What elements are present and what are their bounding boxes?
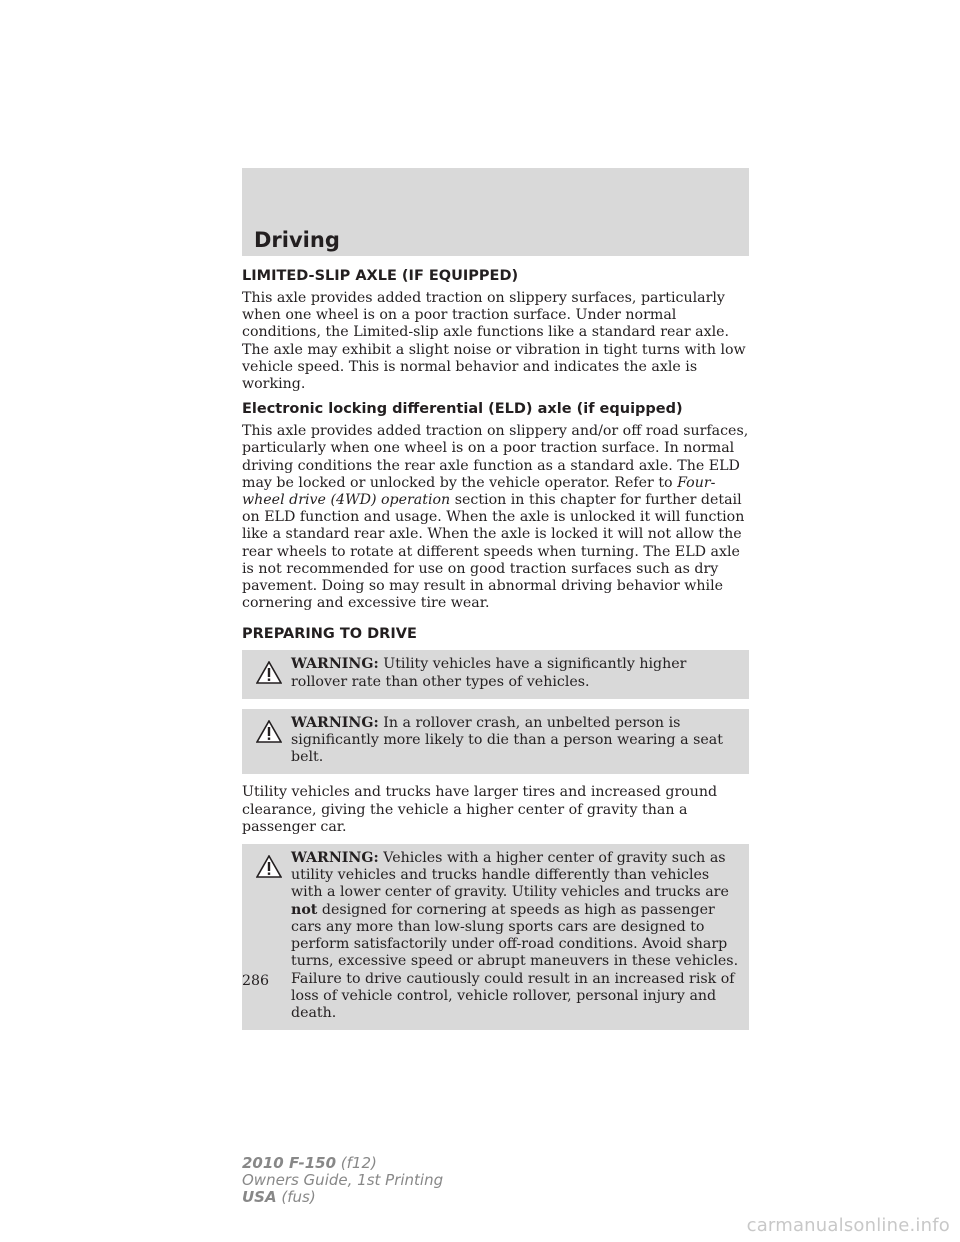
eld-paragraph <box>242 423 749 612</box>
eld-body-after-ref: section in this chapter for further detail on ELD function and usage. When the axle is unlocked it will function like a standard rear axle. When the axle is locked it will not allow the rear wheels to rotate at different speeds when turning. The ELD axle is not recommended for use on good traction surfaces such as dry pavement. Doing so may result in abnormal driving behavior while cornering and excessive tire wear. <box>242 492 745 612</box>
footer-line-2: Owners Guide, 1st Printing <box>242 1171 444 1189</box>
warning-label: WARNING: <box>291 850 379 867</box>
footer-model-code: (f12) <box>340 1154 377 1172</box>
footer-line-1 <box>242 1155 443 1172</box>
document-footer <box>242 1155 443 1206</box>
warning-box-unbelted <box>242 709 749 775</box>
warning-box-handling <box>242 844 749 1030</box>
warning-text: In a rollover crash, an unbelted person is significantly more likely to die than a person wearing a seat belt. <box>291 714 723 766</box>
footer-model: 2010 F-150 <box>242 1154 337 1172</box>
eld-heading: Electronic locking differential (ELD) axle (if equipped) <box>242 401 683 418</box>
warning-triangle-icon <box>256 720 282 743</box>
warning-triangle-icon <box>256 661 282 684</box>
section-header-band <box>242 168 749 256</box>
warning-text-first: Vehicles with a higher center of gravity such as utility vehicles and trucks handle differently than vehicles with a lower center of gravity. Utility vehicles and trucks are <box>291 850 729 901</box>
limited-slip-paragraph: This axle provides added traction on slippery surfaces, particularly when one wheel is on a poor traction surface. Under normal conditions, the Limited-slip axle functions like a standard rear axle. The axle may exhibit a slight noise or vibration in tight turns with low vehicle speed. This is normal behavior and indicates the axle is working. <box>242 290 746 393</box>
limited-slip-heading: LIMITED-SLIP AXLE (IF EQUIPPED) <box>242 268 519 284</box>
footer-market-code: (fus) <box>281 1188 316 1206</box>
warning-box-rollover-rate <box>242 650 749 698</box>
footer-line-3 <box>242 1189 443 1206</box>
warning-emphasis: not <box>291 901 318 918</box>
warning-triangle-icon <box>256 855 282 878</box>
site-watermark: carmanualsonline.info <box>746 1215 950 1236</box>
page-content <box>242 268 749 1040</box>
page-number: 286 <box>242 973 270 989</box>
warning-text: Utility vehicles have a significantly higher rollover rate than other types of vehicles. <box>291 656 687 690</box>
preparing-heading: PREPARING TO DRIVE <box>242 626 417 643</box>
footer-market: USA <box>242 1188 277 1206</box>
warning-text-wrap <box>252 850 739 1022</box>
section-title: Driving <box>254 228 340 252</box>
warning-label: WARNING: <box>291 656 379 673</box>
warning-label: WARNING: <box>291 714 379 731</box>
warning-text-rest: designed for cornering at speeds as high as passenger cars any more than low-slung sports cars are designed to perform satisfactorily under off-road conditions. Avoid sharp turns, excessive speed or abrupt maneuvers in these vehicles. Failure to drive cautiously could result in an increased risk of loss of vehicle control, vehicle rollover, personal injury and death. <box>291 901 739 1021</box>
center-of-gravity-paragraph: Utility vehicles and trucks have larger tires and increased ground clearance, giving the vehicle a higher center of gravity than a passenger car. <box>242 784 718 835</box>
eld-cross-reference: Four-wheel drive (4WD) operation <box>242 474 716 509</box>
eld-body-before-ref: This axle provides added traction on slippery and/or off road surfaces, particularly when one wheel is on a poor traction surface. In normal driving conditions the rear axle function as a standard axle. The ELD may be locked or unlocked by the vehicle operator. Refer to <box>242 423 749 491</box>
